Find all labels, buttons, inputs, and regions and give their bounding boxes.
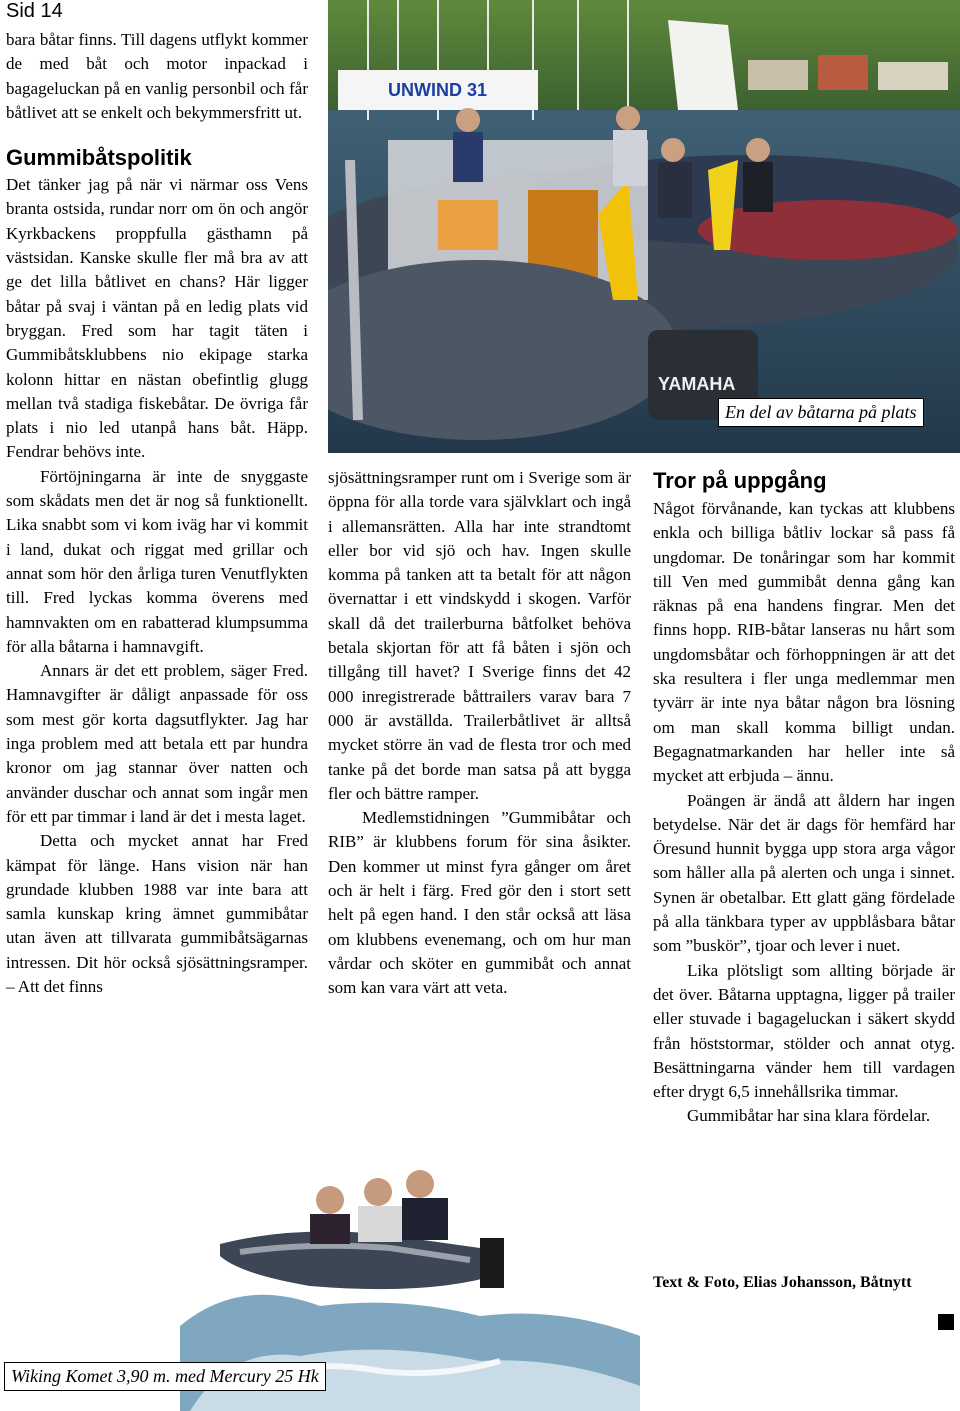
- paragraph: sjösättningsramper runt om i Sverige som är öppna för alla torde vara självklart och ingå i allemansrätten. Alla har inte strandtomt eller bor vid sjö och hav. Ingen skulle komma på tanken att ta betalt för att någon övernattar i ett vindskydd i skogen. Varför skall då det trailerburna båtfolket behöva betala skjortan för att få båten i sjön och tillgång till havet? I Sverige finns det 42 000 inregistrerade båttrailers varav bara 7 000 är avställda. Trailerbåtlivet är alltså mycket större än vad de flesta tror och med tanke på det borde man satsa på att bygga fler och bättre ramper.: [328, 468, 631, 803]
- paragraph: Gummibåtar har sina klara fördelar.: [687, 1106, 931, 1126]
- paragraph: Poängen är ändå att åldern har ingen betydelse. När det är dags för hemfärd har Öresund hunnit bygga upp stora arga vågor som håller alla på alerten och unga i sinnet. Synen är obetalbar. Ett glatt gäng fördelade på alla tänkbara typer av uppblåsbara båtar som ”buskör”, tjoar och lever i nuet.: [653, 790, 955, 956]
- motor-brand-label: YAMAHA: [658, 374, 736, 394]
- author-credit: Text & Foto, Elias Johansson, Båtnytt: [653, 1274, 912, 1291]
- end-mark: [938, 1314, 954, 1330]
- harbor-photo: [328, 0, 960, 453]
- harbor-photo-illustration: [328, 0, 960, 453]
- bottom-photo-caption: Wiking Komet 3,90 m. med Mercury 25 Hk: [4, 1362, 326, 1391]
- section-heading-tror-pa-uppgang: Tror på uppgång: [653, 468, 827, 493]
- paragraph: Detta och mycket annat har Fred kämpat för länge. Hans vision när han grundade klubben 1988 var inte bara att samla kunskap kring ämnet gummibåtar utan även att tillvarata gummibåtsägarnas intressen. Dit hör också sjösättningsramper. – Att det finns: [6, 831, 308, 996]
- boat-name-label: UNWIND 31: [388, 80, 488, 100]
- paragraph: Något förvånande, kan tyckas att klubbens enkla och billiga båtliv lockar så pass få ungdomar. De tonåringar som har kommit till Ven med gummibåt denna gång kan räknas på ena handens fingrar. Men det finns hopp. RIB-båtar lanseras nu hårt som ungdomsbåtar och förhoppningen är att det ska resultera i fler unga medlemmar men tyvärr är inte nya båtar någon bra lösning om man skall komma billigt undan. Begagnatmarkanden har heller inte så mycket att erbjuda – ännu.: [653, 499, 955, 786]
- paragraph: Förtöjningarna är inte de snyggaste som skådats men det är nog så funktionellt. Lika snabbt som vi kom iväg har vi kommit i land, dukat och riggat med grillar och annat som hör den årliga turen Venutflykten till. Fred lyckas komma överens med hamnvakten om en rabatterad klumpsumma för alla båtarna i hamnavgift.: [6, 466, 308, 656]
- article-column-2: [328, 466, 631, 1001]
- paragraph: Det tänker jag på när vi närmar oss Vens branta ostsida, rundar norr om ön och angör Kyrkbackens proppfulla gästhamn på västsidan. Kanske skulle fler må bra av att ge det lilla båtlivet en chans? Här ligger båtar på svaj i väntan på en ledig plats vid bryggan. Fred som har tagit täten i Gummibåtsklubbens nio ekipage starka kolonn hittar en nästan obefintlig glugg mellan två stadiga fiskebåtar. De övriga får plats i nio led utanpå hans båt. Häpp. Fendrar behövs inte.: [6, 175, 308, 462]
- top-photo-caption: En del av båtarna på plats: [718, 398, 924, 427]
- page-number: Sid 14: [6, 0, 63, 22]
- article-column-1: [6, 4, 308, 999]
- paragraph: Medlemstidningen ”Gummibåtar och RIB” är klubbens forum för sina åsikter. Den kommer ut minst fyra gånger om året och är helt i färg. Fred gör den i stort sett helt på egen hand. I den står också att läsa om klubbens evenemang, och om hur man vårdar och sköter en gummibåt och annat som kan vara värt att veta.: [328, 808, 631, 998]
- section-heading-gummibatspolitik: Gummibåtspolitik: [6, 145, 192, 171]
- paragraph: Lika plötsligt som allting började är det över. Båtarna upptagna, ligger på trailer eller stuvade i bagageluckan i säkert skydd från höststormar, stölder och annat otyg. Besättningarna vänder hem till vardagen efter drygt 6,5 innehållsrika timmar.: [653, 960, 955, 1102]
- intro-paragraph: bara båtar finns. Till dagens utflykt kommer de med båt och motor inpackad i bagageluckan på en vanlig personbil och får båtlivet att se enkelt och bekymmersfritt ut.: [6, 30, 308, 122]
- article-column-3: [653, 497, 955, 1129]
- paragraph: Annars är det ett problem, säger Fred. Hamnavgifter är dåligt anpassade för oss som mest gör korta dagsutflykter. Jag har inga problem med att betala ett par hundra kronor om jag stannar över natten och använder duschar och annat som ingår men för ett par timmar i land är det i mesta laget.: [6, 661, 308, 826]
